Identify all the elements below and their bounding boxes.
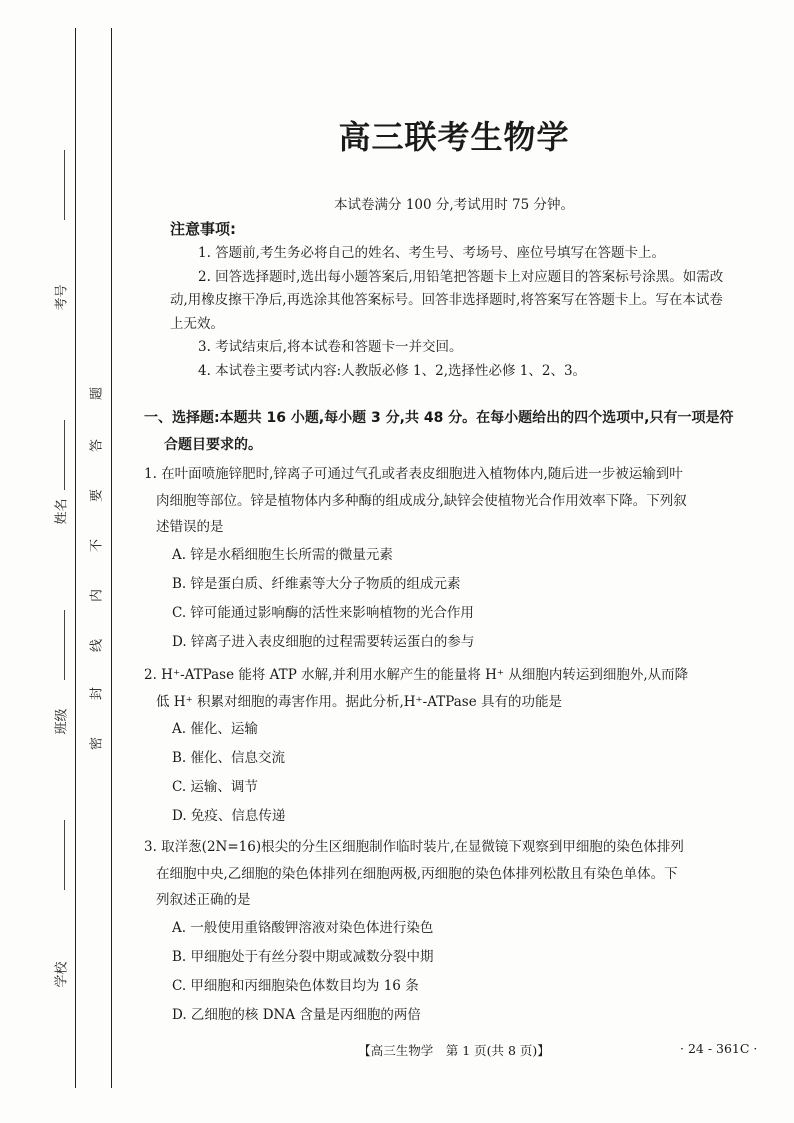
question-1 [144,461,764,657]
option-b: B. 催化、信息交流 [172,750,286,766]
question-stem-line: 低 H⁺ 积累对细胞的毒害作用。据此分析,H⁺-ATPase 具有的功能是 [156,693,562,710]
exam-info: 本试卷满分 100 分,考试用时 75 分钟。 [334,197,574,213]
note-item: 3. 考试结束后,将本试卷和答题卡一并交回。 [198,339,463,356]
exam-no-blank [64,150,65,220]
question-stem-line: 2. H⁺-ATPase 能将 ATP 水解,并利用水解产生的能量将 H⁺ 从细胞内转运到细胞外,从而降 [144,667,689,683]
notes-heading: 注意事项: [170,220,236,238]
option-d: D. 乙细胞的核 DNA 含量是丙细胞的两倍 [172,1006,421,1023]
option-a: A. 锌是水稻细胞生长所需的微量元素 [172,546,393,563]
seal-char: 密 [89,737,105,751]
question-stem-line: 3. 取洋葱(2N=16)根尖的分生区细胞制作临时装片,在显微镜下观察到甲细胞的染色体排列 [144,839,684,855]
seal-char: 不 [89,539,105,553]
exam-no-label: 考号 [54,284,70,311]
option-c: C. 甲细胞和丙细胞染色体数目均为 16 条 [172,977,419,994]
seal-char: 封 [89,687,105,701]
option-c: C. 运输、调节 [172,779,258,795]
option-a: A. 一般使用重铬酸钾溶液对染色体进行染色 [172,919,434,936]
exam-code: · 24 - 361C · [680,1041,758,1056]
page-title: 高三联考生物学 [338,118,570,156]
note-item: 4. 本试卷主要考试内容:人教版必修 1、2,选择性必修 1、2、3。 [198,362,587,379]
notes-list [170,242,730,384]
seal-char: 要 [89,489,105,503]
option-c: C. 锌可能通过影响酶的活性来影响植物的光合作用 [172,604,474,621]
question-stem-line: 列叙述正确的是 [156,892,251,908]
question-stem-line: 在细胞中央,乙细胞的染色体排列在细胞两极,丙细胞的染色体排列松散且有染色单体。下 [156,865,678,882]
question-stem-line: 述错误的是 [156,519,224,535]
seal-char: 题 [89,387,105,401]
binding-line-inner [111,28,112,1088]
section-heading-line: 合题目要求的。 [164,437,262,453]
binding-line-outer [75,28,76,1088]
option-d: D. 锌离子进入表皮细胞的过程需要转运蛋白的参与 [172,633,475,650]
binding-margin [0,0,120,1123]
question-3 [144,834,764,1030]
note-item: 2. 回答选择题时,选出每小题答案后,用铅笔把答题卡上对应题目的答案标号涂黑。如需改动,用橡皮擦干净后,再选涂其他答案标号。回答非选择题时,将答案写在答题卡上。写在本试卷上无效。 [170,268,724,332]
option-a: A. 催化、运输 [172,721,258,737]
seal-char: 答 [89,439,105,453]
name-label: 姓名 [54,498,70,525]
section-heading-line: 一、选择题:本题共 16 小题,每小题 3 分,共 48 分。在每小题给出的四个选项中,只有一项是符 [144,410,734,426]
seal-char: 线 [89,639,105,653]
question-stem-line: 1. 在叶面喷施锌肥时,锌离子可通过气孔或者表皮细胞进入植物体内,随后进一步被运输到叶 [144,466,683,482]
option-b: B. 锌是蛋白质、纤维素等大分子物质的组成元素 [172,575,461,592]
class-blank [64,610,65,680]
school-blank [64,820,65,890]
option-d: D. 免疫、信息传递 [172,808,286,824]
question-stem-line: 肉细胞等部位。锌是植物体内多种酶的组成成分,缺锌会使植物光合作用效率下降。下列叙 [156,492,687,509]
class-label: 班级 [54,708,70,735]
name-blank [64,420,65,490]
option-b: B. 甲细胞处于有丝分裂中期或减数分裂中期 [172,948,434,965]
note-item: 1. 答题前,考生务必将自己的姓名、考生号、考场号、座位号填写在答题卡上。 [198,245,665,261]
question-2 [144,662,764,831]
page-footer: 【高三生物学 第 1 页(共 8 页)】 [358,1043,550,1058]
seal-char: 内 [89,589,105,603]
school-label: 学校 [54,961,70,988]
section-heading [144,405,764,459]
